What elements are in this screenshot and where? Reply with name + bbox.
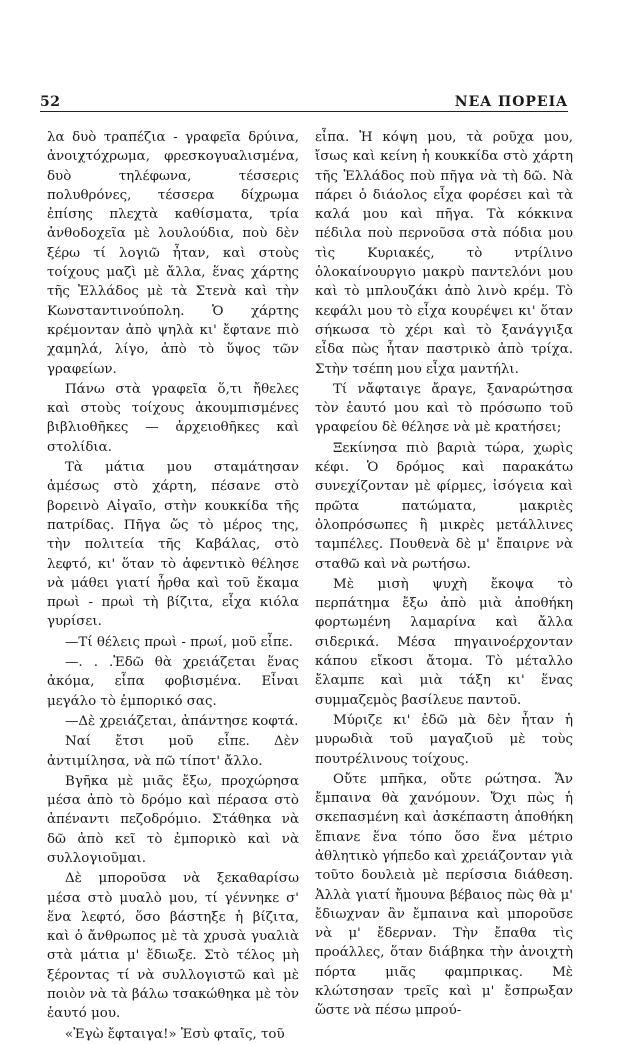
- left-column: [47, 128, 299, 1044]
- paragraph: Τὰ μάτια μου σταμάτησαν ἀμέσως στὸ χάρτη, πέσανε στὸ βορεινὸ Αἰγαῖο, στὴν κουκκίδα τῆς πατρίδας. Πῆγα ὥς τὸ μέρος της, τὴν πολιτεία τῆς Καβάλας, στὸ λεφτό, κι' ὅταν τὸ ἀφεντικὸ θέλησε νὰ μάθει γιατί ἦρθα καὶ τοῦ ἔκαμα πρωὶ - πρωὶ τὴ βίζιτα, εἶχα κιόλα γυρίσει.: [47, 460, 299, 630]
- paragraph: Τί νἄφταιγε ἄραγε, ξαναρώτησα τὸν ἑαυτό μου καὶ τὸ πρόσωπο τοῦ γραφείου δὲ θέλησε νὰ μὲ κρατήσει;: [315, 381, 573, 436]
- page-header: [40, 90, 568, 110]
- paragraph: λα δυὸ τραπέζια - γραφεῖα δρύινα, ἀνοιχτόχρωμα, φρεσκογυαλισμένα, δυὸ τηλέφωνα, τέσσερις πολυθρόνες, τέσσερα δίχρωμα ἐπίσης πλεχτὰ καθίσματα, τρία ἀνθοδοχεῖα μὲ λουλούδια, ποὺ δὲν ξέρω τί λογιῶ ἦταν, καὶ στοὺς τοίχους μαζὶ μὲ ἄλλα, ἕνας χάρτης τῆς Ἑλλάδος μὲ τὰ Στενὰ καὶ τὴν Κωνσταντινούπολη. Ὁ χάρτης κρέμονταν ἀπὸ ψηλὰ κι' ἔφτανε πιὸ χαμηλά, λίγο, ἀπὸ τὸ ὕψος τῶν γραφείων.: [47, 130, 299, 377]
- paragraph: εἶπα. Ἡ κόψη μου, τὰ ροῦχα μου, ἴσως καὶ κείνη ἡ κουκκίδα στὸ χάρτη τῆς Ἑλλάδος ποὺ πῆγα νὰ τὴ δῶ. Νὰ πάρει ὁ διάολος εἶχα φορέσει καὶ τὰ καλά μου καὶ πῆγα. Τὰ κόκκινα πέδιλα ποὺ περνοῦσα στὰ πόδια μου τὶς Κυριακές, τὸ ντρίλινο ὁλοκαίνουργιο μακρὺ παντελόνι μου καὶ τὸ μπλουζάκι ἀπὸ λινὸ κρέμ. Τὸ κεφάλι μου τὸ εἶχα κουρέψει κι' ὅταν σήκωσα τὸ χέρι καὶ τὸ ξανάγγιξα εἶδα πὼς ἦταν παστρικὸ ἀπὸ τρίχα. Στὴν τσέπη μου εἶχα μαντήλι.: [315, 130, 573, 377]
- dialogue-line: —Δὲ χρειάζεται, ἀπάντησε κοφτά.: [65, 713, 299, 729]
- page-number: 52: [40, 94, 61, 110]
- paragraph: Δὲ μποροῦσα νὰ ξεκαθαρίσω μέσα στὸ μυαλὸ μου, τί γέννηκε σ' ἕνα λεφτό, ὅσο βάστηξε ἡ βίζιτα, καὶ ὁ ἄνθρωπος μὲ τὰ χρυσὰ γυαλιὰ στὰ μάτια μ' ἔδιωξε. Στὸ τέλος μὴ ξέροντας τί νὰ συλλογιστῶ καὶ μὲ ποιὸν νὰ τὰ βάλω τσακώθηκα μὲ τὸν ἑαυτό μου.: [47, 871, 299, 1022]
- paragraph: Ναί ἔτσι μοῦ εἶπε. Δὲν ἀντιμίλησα, νὰ πῶ τίποτ' ἄλλο.: [47, 734, 299, 769]
- paragraph: Μύριζε κι' ἐδῶ μὰ δὲν ἦταν ἡ μυρωδιὰ τοῦ μαγαζιοῦ μὲ τοὺς πουτρέλινους τοίχους.: [315, 712, 573, 767]
- paragraph: Πάνω στὰ γραφεῖα ὅ,τι ἤθελες καὶ στοὺς τοίχους ἀκουμπισμένες βιβλιοθῆκες — ἀρχειοθῆκες καὶ στολίδια.: [47, 381, 299, 455]
- paragraph: Μὲ μισὴ ψυχὴ ἔκοψα τὸ περπάτημα ἔξω ἀπὸ μιὰ ἀποθήκη φορτωμένη λαμαρίνα καὶ ἄλλα σιδερικά. Μέσα πηγαινοέρχονταν κάπου εἴκοσι ἄτομα. Τὸ μέταλλο ἔλαμπε καὶ μιὰ τάξη κι' ἕνας συμμαζεμὸς βασίλευε παντοῦ.: [315, 576, 573, 708]
- right-column: [315, 128, 573, 1021]
- paragraph: «Ἐγὼ ἔφταιγα!» Ἐσὺ φταῖς, τοῦ: [65, 1026, 285, 1042]
- header-rule: [40, 111, 568, 112]
- running-title: ΝΕΑ ΠΟΡΕΙΑ: [454, 94, 568, 110]
- paragraph: Ξεκίνησα πιὸ βαριὰ τώρα, χωρὶς κέφι. Ὁ δρόμος καὶ παρακάτω συνεχίζονταν μὲ φίρμες, ἰσόγεια καὶ πρῶτα πατώματα, μακριὲς ὁλοπρόσωπες ἢ μικρὲς μετάλλινες ταμπέλες. Πουθενὰ δὲ μ' ἔπαιρνε νὰ σταθῶ καὶ νὰ ρωτήσω.: [315, 440, 573, 572]
- paragraph: Βγῆκα μὲ μιᾶς ἔξω, προχώρησα μέσα ἀπὸ τὸ δρόμο καὶ πέρασα στὸ ἀπέναντι πεζοδρόμιο. Στάθηκα νὰ δῶ ἀπὸ κεῖ τὸ ἐμπορικὸ καὶ νὰ συλλογιοῦμαι.: [47, 773, 299, 866]
- dialogue-line: —. . .Ἐδῶ θὰ χρειάζεται ἕνας ἀκόμα, εἶπα φοβισμένα. Εἶναι μεγάλο τὸ ἐμπορικό σας.: [47, 655, 299, 709]
- paragraph: Οὔτε μπῆκα, οὔτε ρώτησα. Ἄν ἔμπαινα θὰ χανόμουν. Ὄχι πὼς ἡ σκεπασμένη καὶ ἀσκέπαστη ἀποθήκη ἔπιανε ἕνα τόπο ὅσο ἕνα μέτριο ἀθλητικὸ γήπεδο καὶ χρειάζονταν γιὰ τοῦτο δουλειὰ μὲ περίσσια διάθεση. Ἀλλὰ γιατί ἤμουνα βέβαιος πὼς θὰ μ' ἔδιωχναν ἂν ἔμπαινα καὶ μποροῦσε νὰ μ' ἔδερναν. Τὴν ἔπαθα τὶς προάλλες, ὅταν διάβηκα τὴν ἀνοιχτὴ πόρτα μιᾶς φαμπρικας. Μὲ κλώτσησαν τρεῖς καὶ μ' ἔσπρωξαν ὥστε νὰ πέσω μπρού-: [315, 771, 573, 1019]
- dialogue-line: —Τί θέλεις πρωὶ - πρωί, μοῦ εἶπε.: [65, 634, 293, 650]
